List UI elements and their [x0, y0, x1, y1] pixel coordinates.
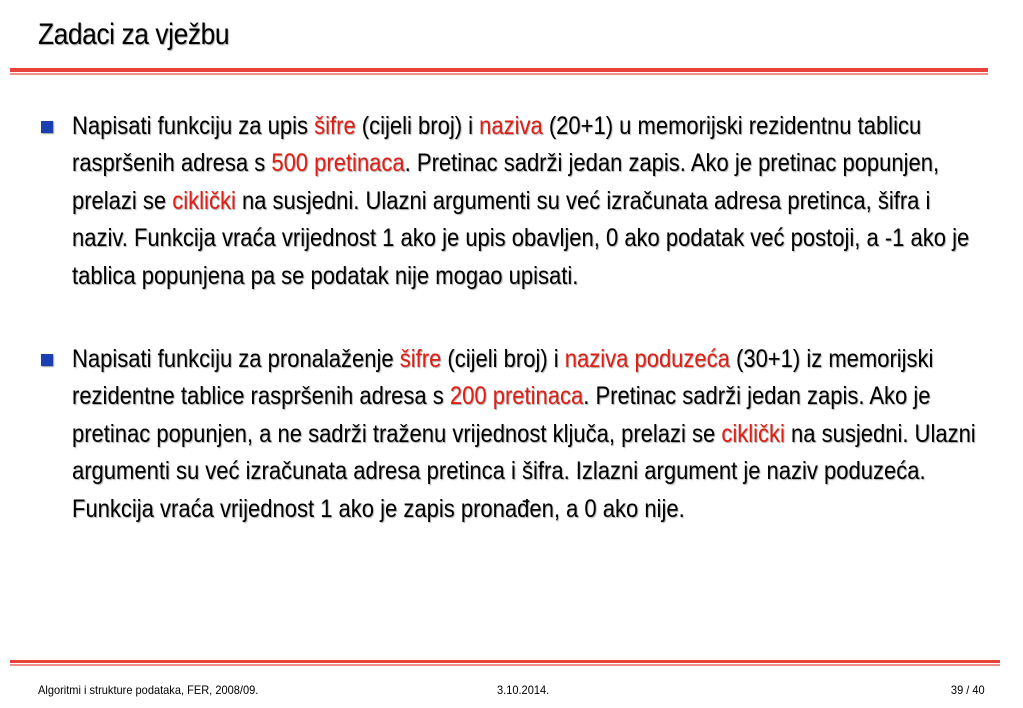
- bullet-text-2: [72, 341, 987, 528]
- highlight-sifre: šifre: [314, 112, 356, 140]
- footer-page-number: 39 / 40: [951, 683, 985, 697]
- title-divider: [10, 68, 988, 76]
- highlight-pretinaca: 200 pretinaca: [449, 382, 584, 411]
- bullet-item-1: [40, 108, 970, 295]
- text-segment: na susjedni. Ulazni argumenti su već izračunata adresa pretinca, šifra i naziv. Funkcija vraća vrijednost 1 ako je upis obavljen, 0 ako podatak već postoji, a -1 ako je tablica popunjena pa se podatak nije mogao upisati.: [72, 186, 970, 290]
- highlight-sifre: šifre: [399, 345, 442, 374]
- text-segment: Napisati funkciju za pronalaženje: [72, 345, 400, 374]
- text-segment: . Pretinac sadrži jedan zapis. Ako je pretinac popunjen, prelazi se: [72, 149, 940, 215]
- slide-content: [40, 108, 976, 528]
- text-segment: (30+1) iz memorijski rezidentne tablice raspršenih adresa s: [72, 345, 934, 411]
- highlight-ciklicki: ciklički: [172, 186, 236, 215]
- text-segment: . Pretinac sadrži jedan zapis. Ako je pretinac popunjen, a ne sadrži traženu vrijednost ključa, prelazi se: [72, 382, 931, 448]
- text-segment: Napisati funkciju za upis: [72, 112, 315, 140]
- footer-course: Algoritmi i strukture podataka, FER, 2008/09.: [38, 683, 259, 697]
- footer-divider: [10, 660, 1000, 667]
- slide-title: Zadaci za vježbu: [38, 18, 230, 51]
- footer-date: 3.10.2014.: [497, 683, 550, 697]
- bullet-item-2: [40, 341, 976, 528]
- highlight-pretinaca: 500 pretinaca: [271, 149, 405, 178]
- square-bullet-icon: [41, 354, 53, 366]
- text-segment: (cijeli broj) i: [441, 345, 565, 374]
- bullet-text-1: [72, 108, 987, 295]
- text-segment: (20+1) u memorijski rezidentnu tablicu raspršenih adresa s: [72, 112, 922, 178]
- highlight-naziva: naziva: [479, 112, 543, 140]
- highlight-ciklicki: ciklički: [721, 419, 785, 448]
- text-segment: na susjedni. Ulazni argumenti su već izračunata adresa pretinca i šifra. Izlazni argument je naziv poduzeća. Funkcija vraća vrijednost 1 ako je zapis pronađen, a 0 ako nije.: [72, 419, 976, 523]
- highlight-naziva-poduzeca: naziva poduzeća: [564, 345, 730, 374]
- square-bullet-icon: [41, 121, 53, 133]
- text-segment: (cijeli broj) i: [355, 112, 480, 140]
